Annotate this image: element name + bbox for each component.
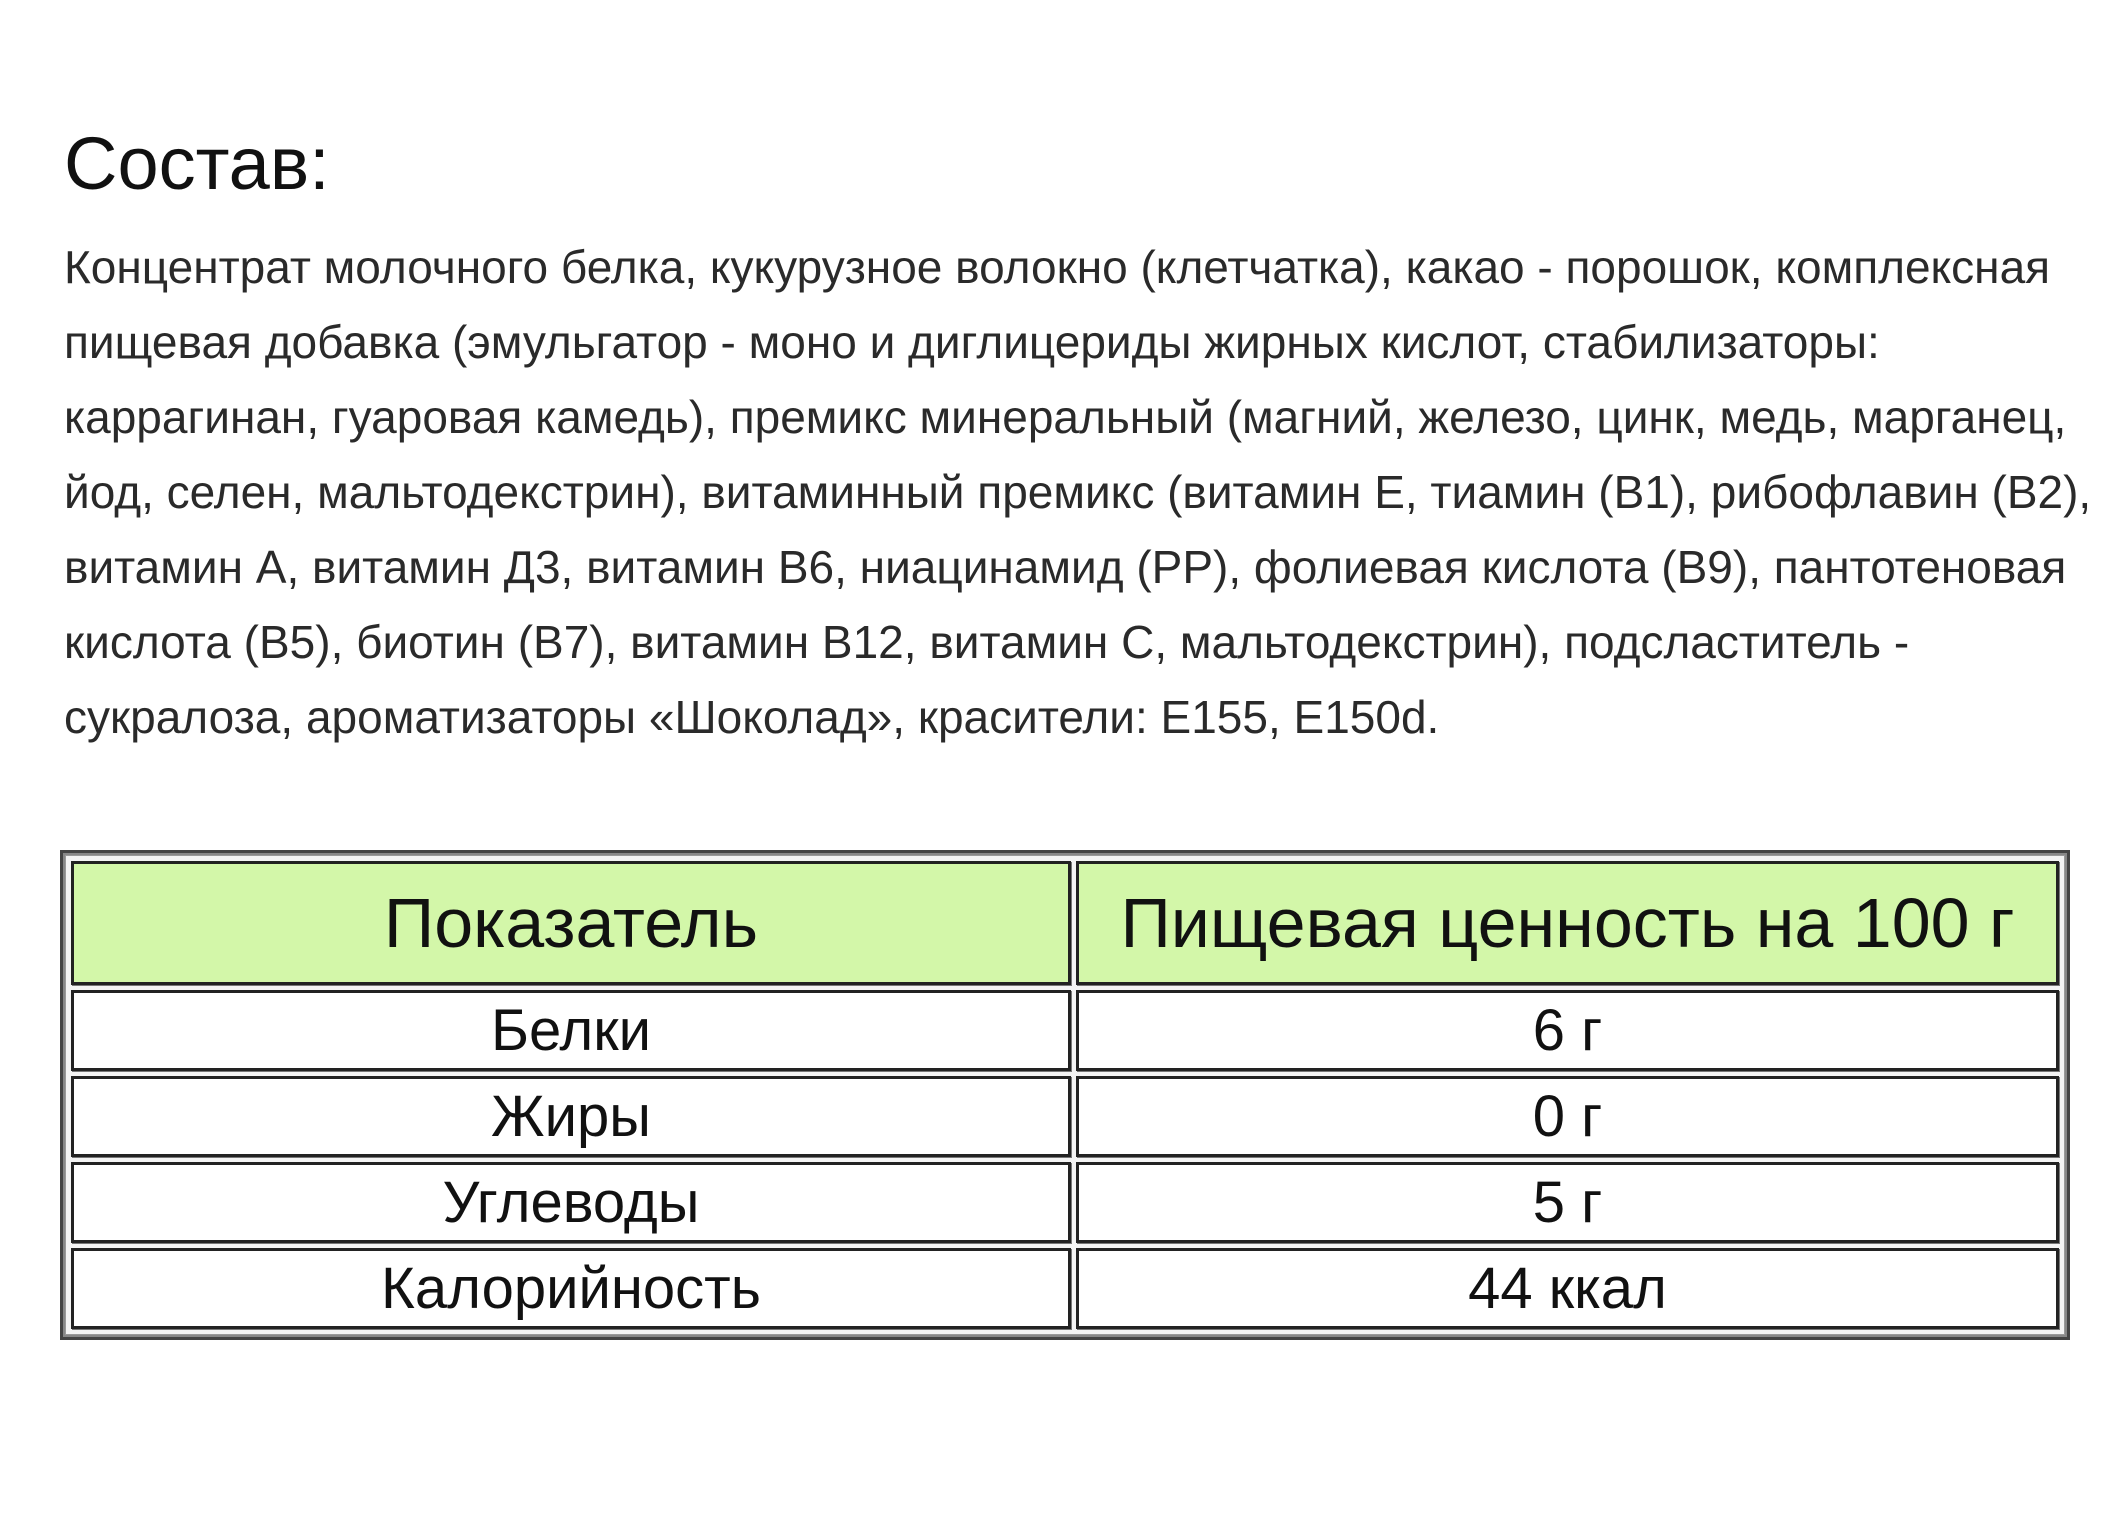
row-value-calories: 44 ккал: [1076, 1248, 2059, 1329]
table-row: [71, 1248, 2059, 1329]
row-value-protein: 6 г: [1076, 990, 2059, 1071]
table-row: [71, 990, 2059, 1071]
table-row: [71, 1076, 2059, 1157]
row-label-protein: Белки: [71, 990, 1071, 1071]
table-row: [71, 1162, 2059, 1243]
composition-section: [64, 120, 2092, 755]
composition-text: Концентрат молочного белка, кукурузное волокно (клетчатка), какао - порошок, комплексная пищевая добавка (эмульгатор - моно и диглицериды жирных кислот, стабилизаторы: каррагинан, гуаровая камедь), премикс минеральный (магний, железо, цинк, медь, марганец, йод, селен, мальтодекстрин), витаминный премикс (витамин Е, тиамин (В1), рибофлавин (В2), витамин А, витамин Д3, витамин В6, ниацинамид (РР), фолиевая кислота (В9), пантотеновая кислота (В5), биотин (В7), витамин В12, витамин С, мальтодекстрин), подсластитель - сукралоза, ароматизаторы «Шоколад», красители: E155, E150d.: [64, 241, 2092, 743]
nutrition-table-frame: [60, 850, 2070, 1340]
row-label-carbs: Углеводы: [71, 1162, 1071, 1243]
row-label-fat: Жиры: [71, 1076, 1071, 1157]
composition-heading: Состав:: [64, 122, 330, 205]
table-header-row: [71, 861, 2059, 985]
header-nutrition-value: Пищевая ценность на 100 г: [1076, 861, 2059, 985]
row-value-fat: 0 г: [1076, 1076, 2059, 1157]
row-value-carbs: 5 г: [1076, 1162, 2059, 1243]
nutrition-table: [66, 856, 2064, 1334]
row-label-calories: Калорийность: [71, 1248, 1071, 1329]
header-indicator: Показатель: [71, 861, 1071, 985]
